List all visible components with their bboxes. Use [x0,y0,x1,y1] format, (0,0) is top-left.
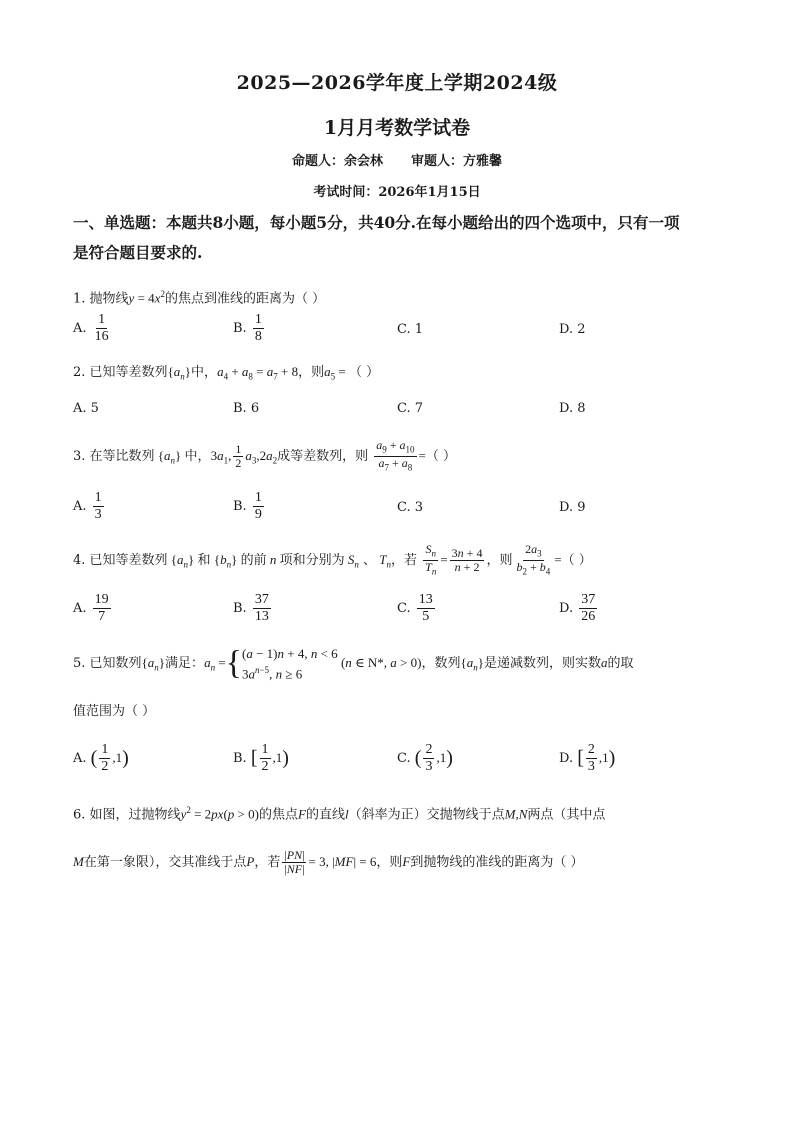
question-1-option-c[interactable]: C. 1 [397,322,424,337]
question-6-stem: 6. 如图，过抛物线$y^2 = 2px(p > 0)$的焦点F的直线l（斜率为正）交抛物线于点M,N两点（其中点 [73,805,606,823]
question-5-option-c[interactable]: C. ( $\frac{2}{3}$ ,1) [397,742,453,774]
exam-title-line1: 2025—2026学年度上学期2024级 [236,72,558,94]
question-4-option-a[interactable]: A. $\frac{19}{7}$ [73,592,109,624]
question-5-stem: 5. 已知数列$\{a_n\}$满足：$a_n$ ={ (a − 1)n + 4, n < 6 $3a^{n-5}$, n ≥ 6 (n ∈ N*, a > 0)，数列$\{a_n\}$是递减数列，则实数a的取 [73,644,634,682]
setter-label: 命题人： [291,154,344,169]
question-5-option-d[interactable]: D. [ $\frac{2}{3}$ ,1) [559,742,616,774]
question-5-stem-line2: 值范围为（ ） [73,704,156,719]
question-2-option-b[interactable]: B. 6 [233,401,260,416]
exam-title-line2: 1月月考数学试卷 [323,117,471,139]
reviewer-label: 审题人： [411,154,464,169]
question-1-option-d[interactable]: D. 2 [559,322,586,337]
question-1-option-a[interactable]: A. $\frac{1}{16}$ [73,312,109,344]
question-1-stem: 1. 抛物线$y = 4x^2$的焦点到准线的距离为（ ） [73,289,326,307]
section-heading-line1: 一、单选题：本题共8小题，每小题5分，共40分.在每小题给出的四个选项中，只有一项 [73,213,680,232]
question-3-option-c[interactable]: C. 3 [397,500,424,515]
question-5-option-a[interactable]: A. ( $\frac{1}{2}$ ,1) [73,742,129,774]
question-3-option-a[interactable]: A. $\frac{1}{3}$ [73,490,102,522]
question-2-option-a[interactable]: A. 5 [73,401,99,416]
reviewer-name: 方雅馨 [463,154,503,169]
setter-name: 余会林 [343,154,383,169]
question-5-option-b[interactable]: B. [ $\frac{1}{2}$ ,1) [233,742,289,774]
question-4-option-d[interactable]: D. $\frac{37}{26}$ [559,592,596,624]
question-3-stem: 3. 在等比数列 $\{a_n\}$ 中，$3a_1$, $\frac{1}{2}$ $a_3,2a_2$成等差数列，则 $\frac{a_9 + a_{10}}{a_7 + a_8}$ =（ ） [73,437,456,473]
question-2-option-d[interactable]: D. 8 [559,401,586,416]
question-2-stem: 2. 已知等差数列$\{a_n\}$中，$a_4 + a_8 = a_7 + 8$，则$a_5$ = （ ） [73,364,380,382]
question-4-option-b[interactable]: B. $\frac{37}{13}$ [233,592,269,624]
question-6-stem-line2: M在第一象限），交其准线于点P，若 $\frac{|PN|}{|NF|}$ = 3, |MF| = 6，则F到抛物线的准线的距离为（ ） [73,848,584,876]
question-3-option-d[interactable]: D. 9 [559,500,586,515]
exam-time: 考试时间：2026年1月15日 [313,185,481,200]
question-4-stem: 4. 已知等差数列 $\{a_n\}$ 和 $\{b_n\}$ 的前 n 项和分别为 $S_n$ 、 $T_n$，若 $\frac{S_n}{T_n}$ = $\frac{3n + 4}{n + 2}$ ，则 $\frac{2a_3}{b_2 + b_4}$ =（ ） [73,541,592,577]
question-2-option-c[interactable]: C. 7 [397,401,424,416]
section-heading-line2: 是符合题目要求的. [73,243,203,262]
question-3-option-b[interactable]: B. $\frac{1}{9}$ [233,490,262,522]
question-4-option-c[interactable]: C. $\frac{13}{5}$ [397,592,433,624]
exam-authors [0,150,794,169]
question-1-option-b[interactable]: B. $\frac{1}{8}$ [233,312,262,344]
